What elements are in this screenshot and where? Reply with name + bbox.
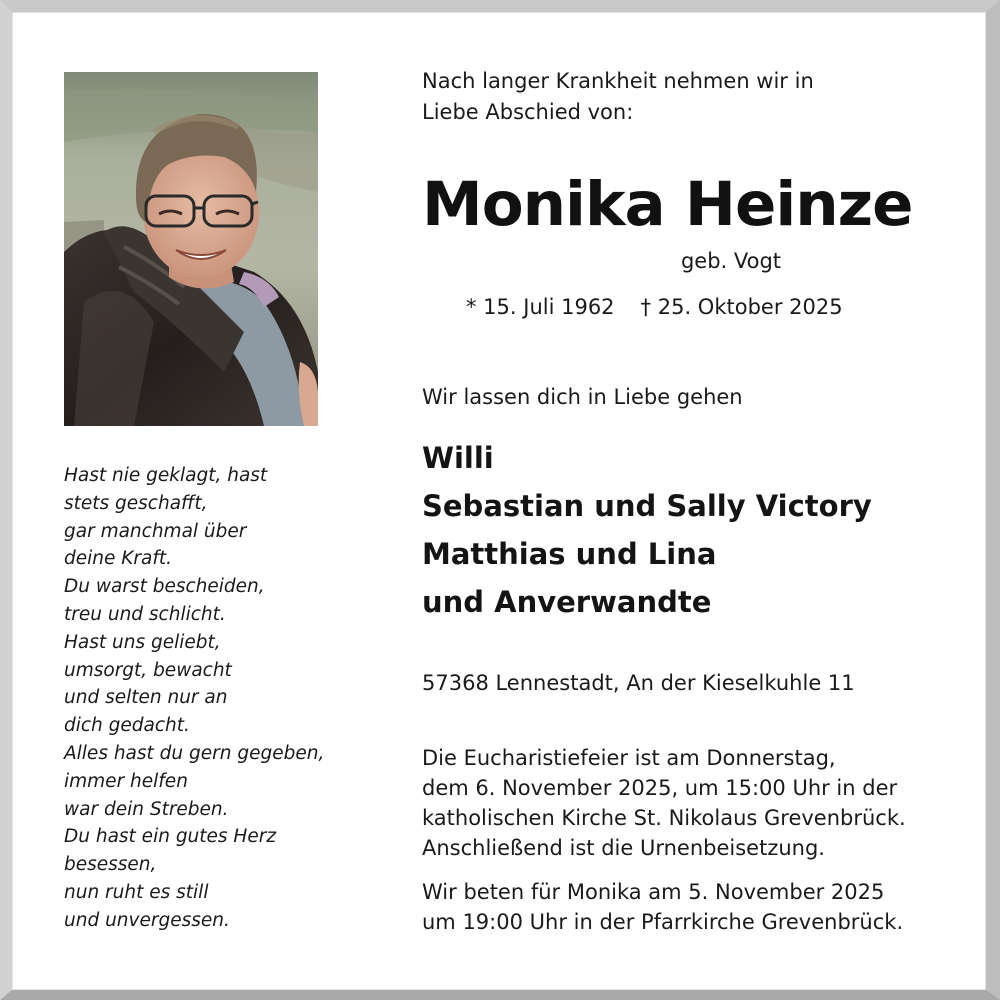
poem-line: immer helfen (64, 770, 188, 792)
prayer-line: Wir beten für Monika am 5. November 2025 (422, 880, 885, 904)
intro-line: Liebe Abschied von: (422, 100, 634, 124)
mourner-name: Sebastian und Sally Victory (422, 489, 872, 523)
poem-line: dich gedacht. (64, 715, 190, 737)
family-address: 57368 Lennestadt, An der Kieselkuhle 11 (422, 671, 855, 695)
poem-line: stets geschafft, (64, 492, 208, 514)
service-info (422, 743, 962, 863)
mourners-list (422, 434, 982, 626)
death-date: † 25. Oktober 2025 (640, 295, 843, 319)
poem-line: Du hast ein gutes Herz (64, 826, 277, 848)
deceased-name: Monika Heinze (422, 169, 913, 240)
poem-line: war dein Streben. (64, 798, 229, 820)
poem-line: gar manchmal über (64, 520, 247, 542)
intro-line: Nach langer Krankheit nehmen wir in (422, 69, 814, 93)
poem-line: Hast nie geklagt, hast (64, 465, 268, 486)
prayer-info (422, 877, 962, 937)
poem-line: und unvergessen. (64, 909, 230, 931)
prayer-line: um 19:00 Uhr in der Pfarrkirche Grevenbrück. (422, 910, 904, 934)
poem-line: deine Kraft. (64, 548, 172, 570)
service-line: Die Eucharistiefeier ist am Donnerstag, (422, 746, 836, 770)
poem-line: treu und schlicht. (64, 603, 226, 625)
poem-line: Alles hast du gern gegeben, (64, 742, 325, 764)
portrait-icon (64, 72, 318, 426)
portrait-photo (64, 72, 318, 426)
farewell-text: Wir lassen dich in Liebe gehen (422, 385, 743, 409)
service-line: katholischen Kirche St. Nikolaus Grevenbrück. (422, 806, 906, 830)
intro-text (422, 66, 942, 128)
poem-line: nun ruht es still (64, 881, 209, 903)
mourner-name: Matthias und Lina (422, 537, 717, 571)
poem-line: umsorgt, bewacht (64, 659, 232, 681)
life-dates (466, 292, 946, 322)
mourner-name: und Anverwandte (422, 585, 712, 619)
service-line: Anschließend ist die Urnenbeisetzung. (422, 836, 825, 860)
birth-name: geb. Vogt (680, 249, 782, 273)
mourner-name: Willi (422, 441, 494, 475)
poem-line: Du warst bescheiden, (64, 576, 265, 598)
memorial-poem (64, 462, 384, 935)
poem-line: Hast uns geliebt, (64, 631, 221, 653)
poem-line: besessen, (64, 854, 157, 876)
birth-date: * 15. Juli 1962 (466, 295, 615, 319)
poem-line: und selten nur an (64, 687, 228, 709)
service-line: dem 6. November 2025, um 15:00 Uhr in der (422, 776, 898, 800)
